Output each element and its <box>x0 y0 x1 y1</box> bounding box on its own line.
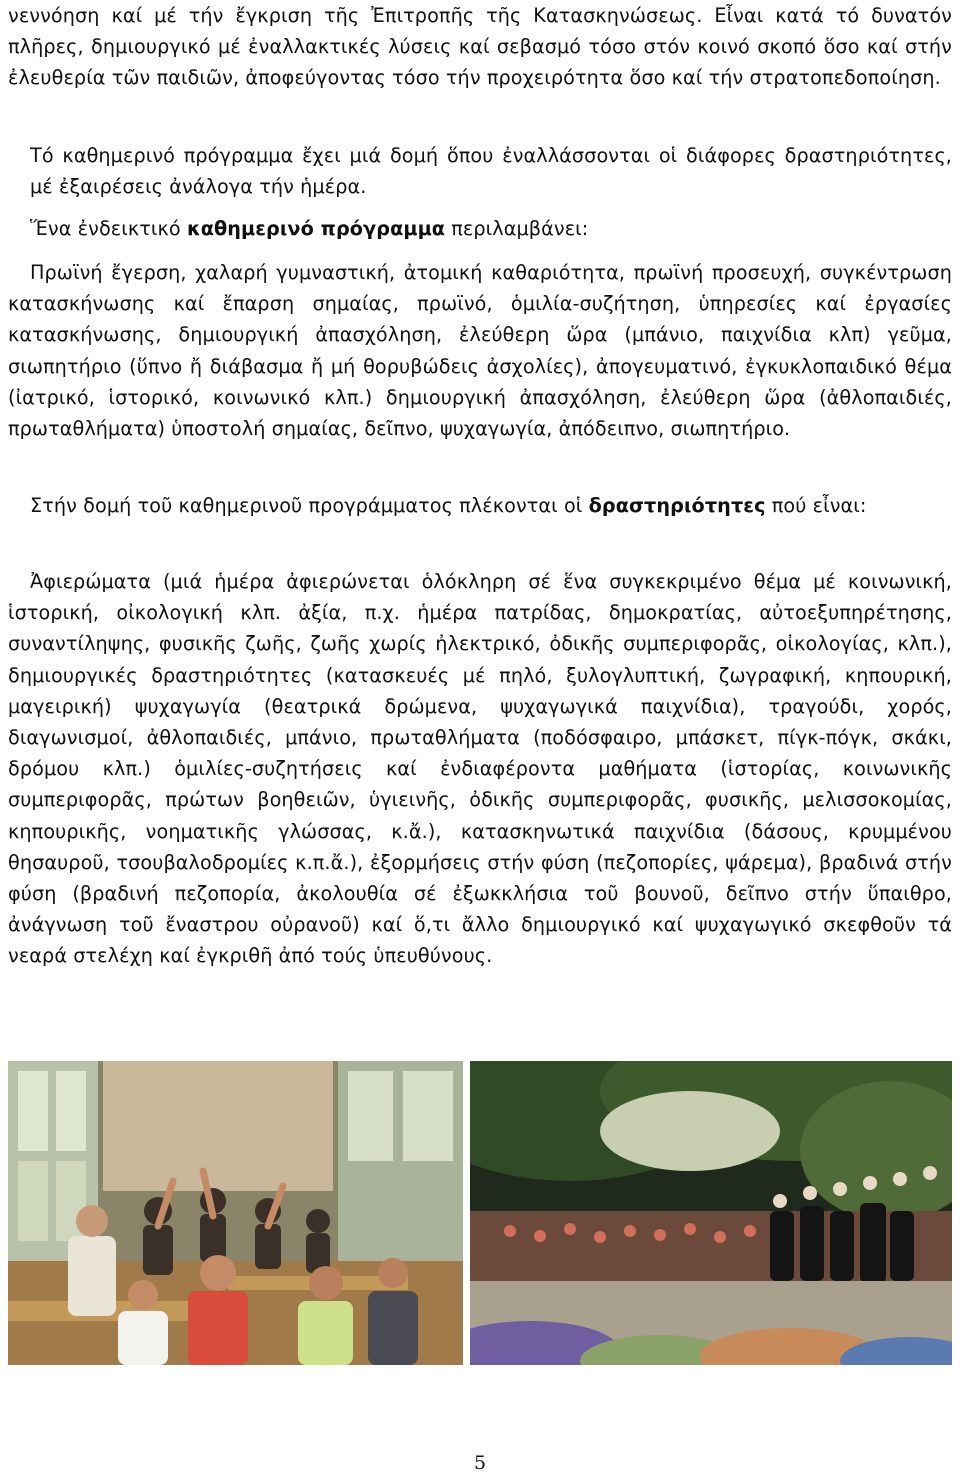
paragraph-daily-program: Πρωϊνή ἔγερση, χαλαρή γυμναστική, ἀτομική καθαριότητα, πρωϊνή προσευχή, συγκέντρωση κατασκήνωσης καί ἔπαρση σημαίας, πρωϊνό, ὁμιλία-συζήτηση, ὑπηρεσίες καί ἐργασίες κατασκήνωσης, δημιουργική ἀπασχόληση, ἐλεύθερη ὥρα (μπάνιο, παιχνίδια κλπ) γεῦμα, σιωπητήριο (ὕπνο ἤ διάβασμα ἤ μή θορυβώδεις ἀσχολίες), ἀπογευματινό, ἐγκυκλοπαιδικό θέμα (ἰατρικό, ἱστορικό, κοινωνικό κλπ.) δημιουργική ἀπασχόληση, ἐλεύθερη ὥρα (ἀθλοπαιδιές, πρωταθλήματα) ὑποστολή σημαίας, δεῖπνο, ψυχαγωγία, ἀπόδειπνο, σιωπητήριο. <box>8 261 952 441</box>
heading-text-post: περιλαμβάνει: <box>445 217 589 240</box>
photo-outdoor-gathering <box>470 1061 952 1365</box>
paragraph-daily-program-heading <box>30 213 952 244</box>
activities-text-pre: Στήν δομή τοῦ καθημερινοῦ προγράμματος πλέκονται οἱ <box>30 494 589 517</box>
paragraph-activities-heading <box>8 490 952 521</box>
page-number: 5 <box>473 1452 487 1474</box>
heading-text-pre: Ἕνα ἐνδεικτικό <box>30 217 187 240</box>
photo-children-classroom <box>8 1061 463 1365</box>
activities-text-post: πού εἶναι: <box>765 494 867 517</box>
paragraph-activities-list: Ἀφιερώματα (μιά ἡμέρα ἀφιερώνεται ὁλόκληρη σέ ἕνα συγκεκριμένο θέμα μέ κοινωνική, ἱστορική, οἰκολογική κλπ. ἀξία, π.χ. ἡμέρα πατρίδας, δημοκρατίας, αὐτοεξυπηρέτησης, συναντίληψης, φυσικῆς ζωῆς, ζωῆς χωρίς ἠλεκτρικό, ὀδικῆς συμπεριφορᾶς, οἰκολογίας, κλπ.), δημιουργικές δραστηριότητες (κατασκευές μέ πηλό, ξυλογλυπτική, ζωγραφική, κηπουρική, μαγειρική) ψυχαγωγία (θεατρικά δρώμενα, ψυχαγωγικά παιχνίδια), τραγούδι, χορός, διαγωνισμοί, ἀθλοπαιδιές, μπάνιο, πρωταθλήματα (ποδόσφαιρο, μπάσκετ, πίγκ-πόγκ, σκάκι, δρόμου κλπ.) ὁμιλίες-συζητήσεις καί ἐνδιαφέροντα μαθήματα (ἱστορίας, κοινωνικῆς συμπεριφορᾶς, πρώτων βοηθειῶν, ὑγιεινῆς, ὀδικῆς συμπεριφορᾶς, φυσικῆς, μελισσοκομίας, κηπουρικῆς, νοηματικῆς γλώσσας, κ.ἄ.), κατασκηνωτικά παιχνίδια (δάσους, κρυμμένου θησαυροῦ, τσουβαλοδρομίες κ.π.ἄ.), ἐξορμήσεις στήν φύση (πεζοπορίες, ψάρεμα), βραδινά στήν φύση (βραδινή πεζοπορία, ἀκολουθία σέ ἐξωκκλήσια τοῦ βουνοῦ, δεῖπνο στήν ὕπαιθρο, ἀνάγνωση τοῦ ἔναστρου οὐρανοῦ) καί ὅ,τι ἄλλο δημιουργικό καί ψυχαγωγικό σκεφθοῦν τά νεαρά στελέχη καί ἐγκριθῆ ἀπό τούς ὑπευθύνους. <box>8 570 952 968</box>
paragraph-intro-continuation: νεννόηση καί μέ τήν ἔγκριση τῆς Ἐπιτροπῆς τῆς Κατασκηνώσεως. Εἶναι κατά τό δυνατόν πλῆρες, δημιουργικό μέ ἐναλλακτικές λύσεις καί σεβασμό τόσο στόν κοινό σκοπό ὅσο καί στήν ἐλευθερία τῶν παιδιῶν, ἀποφεύγοντας τόσο τήν προχειρότητα ὅσο καί τήν στρατοπεδοποίηση. <box>8 4 952 90</box>
heading-text-bold: καθημερινό πρόγραμμα <box>186 217 446 240</box>
paragraph-daily-structure: Τό καθημερινό πρόγραμμα ἔχει μιά δομή ὅπου ἐναλλάσσονται οἱ διάφορες δραστηριότητες, μέ ἐξαιρέσεις ἀνάλογα τήν ἡμέρα. <box>30 144 952 199</box>
activities-text-bold: δραστηριότητες <box>588 494 766 517</box>
